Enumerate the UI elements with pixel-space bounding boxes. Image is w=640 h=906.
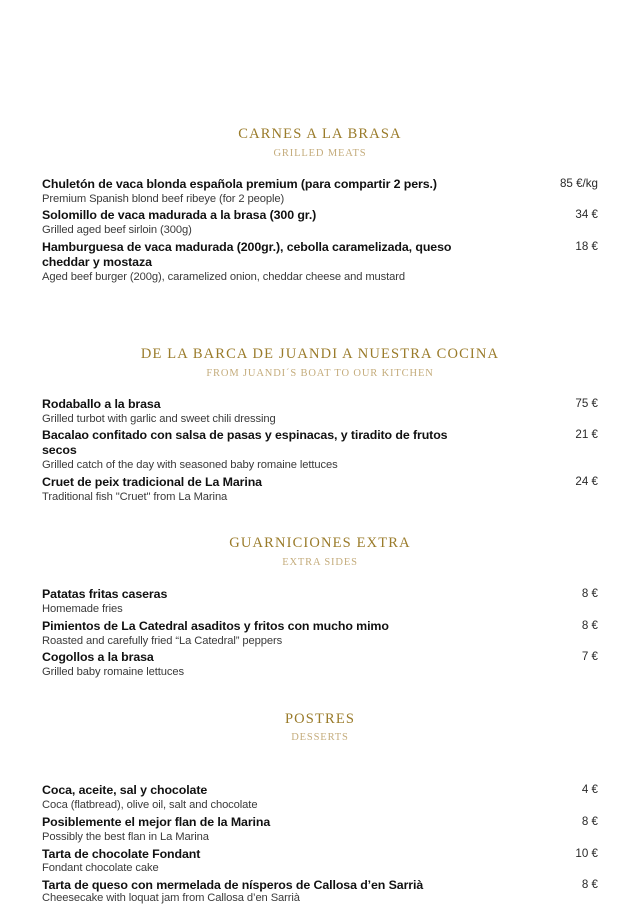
menu-item-price: 8 € — [581, 815, 598, 828]
section-items — [42, 783, 598, 905]
menu-item-price: 85 €/kg — [559, 176, 598, 190]
menu-item — [42, 208, 598, 238]
section-header — [42, 126, 598, 160]
menu-item-text — [42, 397, 276, 427]
menu-item-name: Tarta de chocolate Fondant — [42, 846, 201, 861]
menu-item-description: Grilled baby romaine lettuces — [42, 666, 184, 679]
menu-item — [42, 397, 598, 427]
menu-item-description: Fondant chocolate cake — [42, 862, 159, 875]
menu-item-name: Bacalao confitado con salsa de pasas y espinacas, y tiradito de frutos secos — [42, 428, 448, 458]
menu-item — [42, 619, 598, 649]
menu-item-name: Coca, aceite, sal y chocolate — [42, 783, 208, 798]
menu-item — [42, 177, 598, 207]
menu-item — [42, 587, 598, 617]
menu-item-name: Chuletón de vaca blonda española premium (para compartir 2 pers.) — [42, 176, 437, 191]
menu-item-description: Homemade fries — [42, 603, 123, 616]
menu-item-price: 18 € — [575, 239, 598, 253]
menu-item-text — [42, 847, 200, 877]
menu-item-name: Solomillo de vaca madurada a la brasa (300 gr.) — [42, 208, 317, 223]
menu-item-description: Possibly the best flan in La Marina — [42, 830, 209, 843]
menu-item-text — [42, 475, 262, 505]
menu-item-text — [42, 587, 167, 617]
menu-item-name: Hamburguesa de vaca madurada (200gr.), cebolla caramelizada, queso cheddar y mostaza — [42, 239, 452, 269]
menu-item-name: Pimientos de La Catedral asaditos y fritos con mucho mimo — [42, 618, 389, 633]
menu-item-price: 75 € — [575, 396, 598, 410]
menu-item-description: Coca (flatbread), olive oil, salt and chocolate — [42, 799, 258, 812]
section-title: DE LA BARCA DE JUANDI A NUESTRA COCINA — [140, 346, 500, 363]
menu-item-name: Cogollos a la brasa — [42, 650, 154, 665]
menu-item-description: Grilled catch of the day with seasoned baby romaine lettuces — [42, 459, 338, 472]
menu-section-from-juandis-boat — [0, 346, 640, 504]
menu-item-description: Cheesecake with loquat jam from Callosa d’en Sarrià — [42, 891, 300, 904]
menu-item-text — [42, 650, 184, 680]
section-subtitle: EXTRA SIDES — [282, 557, 358, 569]
menu-section-desserts — [0, 711, 640, 906]
section-title: CARNES A LA BRASA — [238, 126, 402, 142]
menu-item-text — [42, 619, 389, 649]
section-header — [42, 711, 598, 745]
menu-item — [42, 428, 598, 472]
menu-section-extra-sides — [0, 535, 640, 679]
menu-section-grilled-meats — [0, 126, 640, 284]
section-items — [42, 397, 598, 504]
menu-item-price: 7 € — [581, 650, 598, 664]
menu-item-price: 34 € — [575, 208, 598, 222]
menu-item — [42, 878, 598, 906]
menu-item — [42, 815, 598, 845]
menu-item-name: Rodaballo a la brasa — [42, 396, 161, 411]
menu-item-price: 8 € — [581, 587, 598, 601]
menu-item-price: 8 € — [581, 878, 598, 892]
menu-item — [42, 240, 598, 284]
menu-item-description: Grilled turbot with garlic and sweet chili dressing — [42, 412, 276, 425]
menu-item-name: Cruet de peix tradicional de La Marina — [42, 474, 262, 489]
section-header — [42, 346, 598, 380]
menu-item-text — [42, 878, 423, 906]
menu-item-text — [42, 177, 437, 207]
section-title: POSTRES — [284, 710, 356, 727]
menu-item-price: 4 € — [581, 783, 598, 797]
menu-item-name: Patatas fritas caseras — [42, 587, 168, 602]
menu-item — [42, 783, 598, 813]
menu-item-price: 8 € — [581, 618, 598, 632]
section-items — [42, 177, 598, 284]
menu-item-text — [42, 783, 257, 813]
menu-item-price: 10 € — [575, 846, 598, 860]
menu-item-text — [42, 208, 316, 238]
menu-item-description: Roasted and carefully fried “La Catedral” peppers — [42, 634, 283, 647]
menu-item — [42, 475, 598, 505]
section-header — [42, 535, 598, 569]
menu-item-price: 21 € — [575, 428, 598, 442]
menu-item — [42, 847, 598, 877]
menu-item-description: Premium Spanish blond beef ribeye (for 2 people) — [42, 192, 285, 205]
menu-item-text — [42, 815, 270, 845]
menu-item-price: 24 € — [575, 474, 598, 488]
menu-item-name: Posiblemente el mejor flan de la Marina — [42, 815, 271, 829]
section-title: GUARNICIONES EXTRA — [229, 535, 411, 552]
menu-item-text — [42, 240, 472, 284]
section-items — [42, 587, 598, 680]
menu-item-description: Aged beef burger (200g), caramelized onion, cheddar cheese and mustard — [42, 270, 406, 283]
menu-item-description: Traditional fish "Cruet" from La Marina — [42, 490, 228, 503]
section-subtitle: DESSERTS — [291, 732, 349, 744]
section-subtitle: FROM JUANDI´S BOAT TO OUR KITCHEN — [206, 367, 434, 379]
section-subtitle: GRILLED MEATS — [273, 147, 367, 159]
menu-item — [42, 650, 598, 680]
menu-item-name: Tarta de queso con mermelada de nísperos de Callosa d’en Sarrià — [42, 878, 424, 893]
menu-item-description: Grilled aged beef sirloin (300g) — [42, 224, 192, 237]
menu-item-text — [42, 428, 472, 472]
